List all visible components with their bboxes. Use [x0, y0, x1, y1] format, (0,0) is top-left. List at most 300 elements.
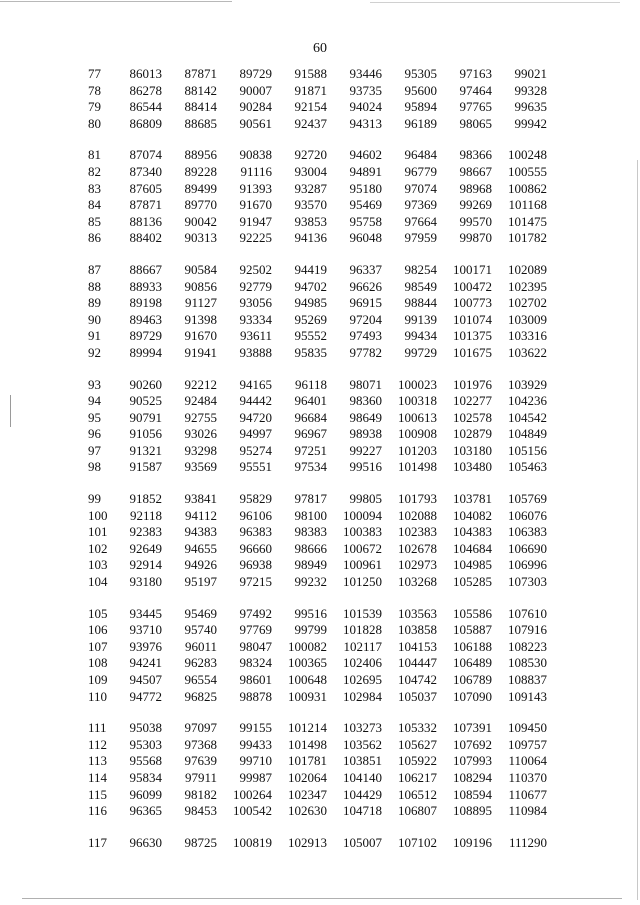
table-cell: 95552: [294, 328, 327, 344]
table-cell: 97215: [239, 574, 272, 590]
table-cell: 87871: [129, 197, 162, 213]
row-index: 105: [88, 605, 108, 621]
table-cell: 98383: [294, 524, 327, 540]
table-cell: 96048: [349, 230, 382, 246]
table-cell: 96967: [294, 426, 327, 442]
table-cell: 94997: [239, 426, 272, 442]
row-index: 90: [88, 311, 101, 327]
table-cell: 101214: [288, 720, 327, 736]
row-index: 116: [88, 803, 108, 819]
row-index: 84: [88, 197, 101, 213]
table-cell: 94926: [184, 557, 217, 573]
table-cell: 104718: [343, 803, 382, 819]
number-table: [88, 66, 548, 866]
table-cell: 95834: [129, 769, 162, 785]
row-index: 115: [88, 786, 108, 802]
table-cell: 100248: [508, 147, 547, 163]
table-cell: 93446: [349, 66, 382, 81]
table-row: [88, 262, 548, 279]
scan-border-top-right: [370, 2, 620, 3]
table-cell: 103316: [508, 328, 547, 344]
table-cell: 97163: [459, 66, 492, 81]
table-cell: 100171: [453, 261, 492, 277]
table-row: [88, 753, 548, 770]
table-cell: 95894: [404, 99, 437, 115]
table-cell: 95197: [184, 574, 217, 590]
table-cell: 96337: [349, 261, 382, 277]
table-cell: 100082: [288, 638, 327, 654]
table-cell: 92484: [184, 393, 217, 409]
table-cell: 98878: [239, 688, 272, 704]
table-cell: 99635: [514, 99, 547, 115]
table-cell: 97959: [404, 230, 437, 246]
table-cell: 88414: [184, 99, 217, 115]
row-index: 78: [88, 82, 101, 98]
row-index: 79: [88, 99, 101, 115]
table-cell: 103180: [453, 442, 492, 458]
table-row: [88, 720, 548, 737]
row-index: 87: [88, 261, 101, 277]
table-cell: 96630: [129, 834, 162, 850]
table-row: [88, 410, 548, 427]
table-cell: 111290: [508, 834, 547, 850]
table-cell: 109450: [508, 720, 547, 736]
table-cell: 94136: [294, 230, 327, 246]
table-cell: 92225: [239, 230, 272, 246]
table-cell: 97765: [459, 99, 492, 115]
table-cell: 101793: [398, 491, 437, 507]
table-cell: 108895: [453, 803, 492, 819]
table-cell: 96684: [294, 409, 327, 425]
table-cell: 105769: [508, 491, 547, 507]
row-index: 82: [88, 163, 101, 179]
table-cell: 106996: [508, 557, 547, 573]
table-cell: 107303: [508, 574, 547, 590]
table-cell: 97204: [349, 311, 382, 327]
table-cell: 96099: [129, 786, 162, 802]
table-row: [88, 639, 548, 656]
table-cell: 96401: [294, 393, 327, 409]
table-cell: 101203: [398, 442, 437, 458]
table-row: [88, 770, 548, 787]
table-cell: 108530: [508, 655, 547, 671]
table-cell: 95303: [129, 736, 162, 752]
table-cell: 98949: [294, 557, 327, 573]
table-cell: 107916: [508, 622, 547, 638]
table-cell: 92649: [129, 540, 162, 556]
row-index: 80: [88, 115, 101, 131]
table-cell: 89729: [239, 66, 272, 81]
table-row: [88, 116, 548, 133]
table-cell: 97817: [294, 491, 327, 507]
table-cell: 104684: [453, 540, 492, 556]
table-cell: 100094: [343, 507, 382, 523]
table-cell: 90525: [129, 393, 162, 409]
table-cell: 96938: [239, 557, 272, 573]
table-cell: 91587: [129, 459, 162, 475]
table-cell: 96189: [404, 115, 437, 131]
row-index: 117: [88, 834, 108, 850]
table-cell: 92720: [294, 147, 327, 163]
table-cell: 87871: [184, 66, 217, 81]
table-row: [88, 803, 548, 820]
table-row: [88, 345, 548, 362]
table-cell: 86809: [129, 115, 162, 131]
table-cell: 96626: [349, 278, 382, 294]
table-cell: 90260: [129, 376, 162, 392]
table-cell: 93976: [129, 638, 162, 654]
row-index: 108: [88, 655, 108, 671]
row-index: 110: [88, 688, 108, 704]
table-cell: 97492: [239, 605, 272, 621]
table-cell: 92118: [129, 507, 162, 523]
table-cell: 101475: [508, 213, 547, 229]
row-index: 103: [88, 557, 108, 573]
table-cell: 98071: [349, 376, 382, 392]
table-row: [88, 426, 548, 443]
table-row: [88, 622, 548, 639]
table-cell: 98667: [459, 163, 492, 179]
table-cell: 98100: [294, 507, 327, 523]
table-cell: 96660: [239, 540, 272, 556]
table-cell: 102913: [288, 834, 327, 850]
table-cell: 98324: [239, 655, 272, 671]
table-cell: 99269: [459, 197, 492, 213]
table-cell: 105007: [343, 834, 382, 850]
table-cell: 98549: [404, 278, 437, 294]
row-index: 77: [88, 66, 101, 81]
table-cell: 97464: [459, 82, 492, 98]
table-cell: 92212: [184, 376, 217, 392]
table-cell: 91321: [129, 442, 162, 458]
table-cell: 93853: [294, 213, 327, 229]
table-cell: 97534: [294, 459, 327, 475]
table-cell: 104542: [508, 409, 547, 425]
table-cell: 105037: [398, 688, 437, 704]
table-row: [88, 279, 548, 296]
table-cell: 100648: [288, 672, 327, 687]
table-cell: 91127: [184, 295, 217, 311]
table-cell: 102117: [343, 638, 382, 654]
table-cell: 92383: [129, 524, 162, 540]
table-row: [88, 377, 548, 394]
table-cell: 96915: [349, 295, 382, 311]
table-cell: 93004: [294, 163, 327, 179]
table-cell: 87605: [129, 180, 162, 196]
table-cell: 90284: [239, 99, 272, 115]
table-cell: 103929: [508, 376, 547, 392]
table-row: [88, 197, 548, 214]
row-index: 114: [88, 769, 108, 785]
table-cell: 93298: [184, 442, 217, 458]
table-cell: 108594: [453, 786, 492, 802]
table-cell: 91947: [239, 213, 272, 229]
table-cell: 101250: [343, 574, 382, 590]
table-cell: 100672: [343, 540, 382, 556]
table-cell: 95740: [184, 622, 217, 638]
table-cell: 106512: [398, 786, 437, 802]
table-cell: 90042: [184, 213, 217, 229]
table-cell: 99227: [349, 442, 382, 458]
table-cell: 96106: [239, 507, 272, 523]
table-cell: 94419: [294, 261, 327, 277]
table-cell: 89463: [129, 311, 162, 327]
table-cell: 97074: [404, 180, 437, 196]
table-cell: 95551: [239, 459, 272, 475]
table-cell: 105627: [398, 736, 437, 752]
table-row: [88, 459, 548, 476]
table-cell: 99155: [239, 720, 272, 736]
table-cell: 91871: [294, 82, 327, 98]
table-cell: 100542: [233, 803, 272, 819]
table-cell: 103858: [398, 622, 437, 638]
table-cell: 104447: [398, 655, 437, 671]
table-cell: 103563: [398, 605, 437, 621]
table-cell: 104383: [453, 524, 492, 540]
table-cell: 98047: [239, 638, 272, 654]
table-cell: 103268: [398, 574, 437, 590]
table-cell: 91852: [129, 491, 162, 507]
table-cell: 99710: [239, 753, 272, 769]
table-cell: 99987: [239, 769, 272, 785]
row-group: [88, 377, 548, 477]
table-cell: 102695: [343, 672, 382, 687]
table-row: [88, 574, 548, 591]
table-cell: 102406: [343, 655, 382, 671]
table-cell: 102277: [453, 393, 492, 409]
table-row: [88, 99, 548, 116]
table-cell: 100264: [233, 786, 272, 802]
table-cell: 89729: [129, 328, 162, 344]
table-cell: 98182: [184, 786, 217, 802]
table-cell: 99433: [239, 736, 272, 752]
table-cell: 109143: [508, 688, 547, 704]
table-cell: 94655: [184, 540, 217, 556]
table-cell: 100908: [398, 426, 437, 442]
table-cell: 100318: [398, 393, 437, 409]
table-cell: 91670: [239, 197, 272, 213]
table-cell: 93570: [294, 197, 327, 213]
row-index: 91: [88, 328, 101, 344]
table-cell: 96011: [184, 638, 217, 654]
table-cell: 105156: [508, 442, 547, 458]
table-cell: 100365: [288, 655, 327, 671]
table-row: [88, 787, 548, 804]
table-cell: 94702: [294, 278, 327, 294]
table-cell: 97369: [404, 197, 437, 213]
row-index: 112: [88, 736, 108, 752]
table-row: [88, 181, 548, 198]
row-index: 83: [88, 180, 101, 196]
row-index: 107: [88, 638, 108, 654]
table-cell: 98453: [184, 803, 217, 819]
table-cell: 94891: [349, 163, 382, 179]
row-index: 104: [88, 574, 108, 590]
table-cell: 99942: [514, 115, 547, 131]
table-cell: 109196: [453, 834, 492, 850]
table-cell: 91670: [184, 328, 217, 344]
row-index: 92: [88, 344, 101, 360]
table-cell: 108294: [453, 769, 492, 785]
table-cell: 103781: [453, 491, 492, 507]
table-cell: 98666: [294, 540, 327, 556]
table-cell: 95180: [349, 180, 382, 196]
table-cell: 96554: [184, 672, 217, 687]
table-cell: 107610: [508, 605, 547, 621]
table-cell: 107993: [453, 753, 492, 769]
table-cell: 98254: [404, 261, 437, 277]
table-cell: 92914: [129, 557, 162, 573]
table-cell: 93611: [239, 328, 272, 344]
row-index: 88: [88, 278, 101, 294]
table-cell: 100961: [343, 557, 382, 573]
row-index: 95: [88, 409, 101, 425]
table-cell: 97664: [404, 213, 437, 229]
table-cell: 99139: [404, 311, 437, 327]
table-cell: 100773: [453, 295, 492, 311]
row-group: [88, 491, 548, 591]
table-cell: 96365: [129, 803, 162, 819]
table-cell: 95038: [129, 720, 162, 736]
table-cell: 99516: [349, 459, 382, 475]
table-cell: 94772: [129, 688, 162, 704]
table-cell: 105463: [508, 459, 547, 475]
table-cell: 86278: [129, 82, 162, 98]
row-index: 98: [88, 459, 101, 475]
row-index: 101: [88, 524, 108, 540]
table-row: [88, 737, 548, 754]
table-cell: 96484: [404, 147, 437, 163]
table-cell: 99328: [514, 82, 547, 98]
table-cell: 102984: [343, 688, 382, 704]
table-cell: 94602: [349, 147, 382, 163]
table-cell: 102973: [398, 557, 437, 573]
table-cell: 88956: [184, 147, 217, 163]
table-cell: 102630: [288, 803, 327, 819]
table-cell: 106489: [453, 655, 492, 671]
table-cell: 95269: [294, 311, 327, 327]
table-row: [88, 214, 548, 231]
table-cell: 94985: [294, 295, 327, 311]
table-cell: 98968: [459, 180, 492, 196]
table-row: [88, 230, 548, 247]
table-cell: 102347: [288, 786, 327, 802]
table-cell: 98725: [184, 834, 217, 850]
scan-border-left: [10, 395, 11, 427]
table-cell: 103622: [508, 344, 547, 360]
table-row: [88, 312, 548, 329]
table-cell: 105586: [453, 605, 492, 621]
table-cell: 108837: [508, 672, 547, 687]
table-cell: 104429: [343, 786, 382, 802]
table-cell: 101782: [508, 230, 547, 246]
table-row: [88, 524, 548, 541]
table-cell: 90561: [239, 115, 272, 131]
table-cell: 97251: [294, 442, 327, 458]
table-cell: 89770: [184, 197, 217, 213]
table-cell: 106789: [453, 672, 492, 687]
table-row: [88, 66, 548, 83]
scan-border-bottom: [22, 898, 622, 899]
table-cell: 96118: [294, 376, 327, 392]
table-cell: 99434: [404, 328, 437, 344]
table-cell: 110370: [508, 769, 547, 785]
table-cell: 91393: [239, 180, 272, 196]
scan-border-right: [637, 160, 638, 900]
table-cell: 102702: [508, 295, 547, 311]
table-cell: 88136: [129, 213, 162, 229]
table-cell: 92755: [184, 409, 217, 425]
table-cell: 103851: [343, 753, 382, 769]
table-cell: 106076: [508, 507, 547, 523]
table-cell: 95829: [239, 491, 272, 507]
table-cell: 89228: [184, 163, 217, 179]
table-cell: 98601: [239, 672, 272, 687]
table-cell: 101976: [453, 376, 492, 392]
table-cell: 96283: [184, 655, 217, 671]
table-cell: 95274: [239, 442, 272, 458]
row-group: [88, 835, 548, 852]
table-cell: 93056: [239, 295, 272, 311]
row-group: [88, 147, 548, 247]
row-group: [88, 720, 548, 820]
table-row: [88, 606, 548, 623]
table-cell: 103009: [508, 311, 547, 327]
table-cell: 94720: [239, 409, 272, 425]
table-cell: 87074: [129, 147, 162, 163]
table-cell: 99516: [294, 605, 327, 621]
row-group: [88, 66, 548, 132]
table-cell: 99021: [514, 66, 547, 81]
table-cell: 106807: [398, 803, 437, 819]
table-cell: 95469: [184, 605, 217, 621]
table-row: [88, 557, 548, 574]
table-row: [88, 393, 548, 410]
table-cell: 104153: [398, 638, 437, 654]
row-index: 86: [88, 230, 101, 246]
table-cell: 100383: [343, 524, 382, 540]
table-cell: 87340: [129, 163, 162, 179]
table-cell: 94442: [239, 393, 272, 409]
table-row: [88, 672, 548, 689]
table-cell: 95835: [294, 344, 327, 360]
table-cell: 101781: [288, 753, 327, 769]
table-cell: 101375: [453, 328, 492, 344]
table-cell: 95305: [404, 66, 437, 81]
row-index: 113: [88, 753, 108, 769]
table-cell: 102395: [508, 278, 547, 294]
table-cell: 95600: [404, 82, 437, 98]
row-index: 94: [88, 393, 101, 409]
table-cell: 104140: [343, 769, 382, 785]
table-cell: 102678: [398, 540, 437, 556]
table-cell: 102383: [398, 524, 437, 540]
table-cell: 105285: [453, 574, 492, 590]
table-cell: 96825: [184, 688, 217, 704]
table-cell: 90838: [239, 147, 272, 163]
table-row: [88, 328, 548, 345]
table-cell: 97782: [349, 344, 382, 360]
table-cell: 102064: [288, 769, 327, 785]
table-cell: 106690: [508, 540, 547, 556]
table-cell: 102578: [453, 409, 492, 425]
table-cell: 90313: [184, 230, 217, 246]
table-cell: 99232: [294, 574, 327, 590]
table-cell: 92779: [239, 278, 272, 294]
table-cell: 108223: [508, 638, 547, 654]
table-cell: 94383: [184, 524, 217, 540]
table-cell: 109757: [508, 736, 547, 752]
